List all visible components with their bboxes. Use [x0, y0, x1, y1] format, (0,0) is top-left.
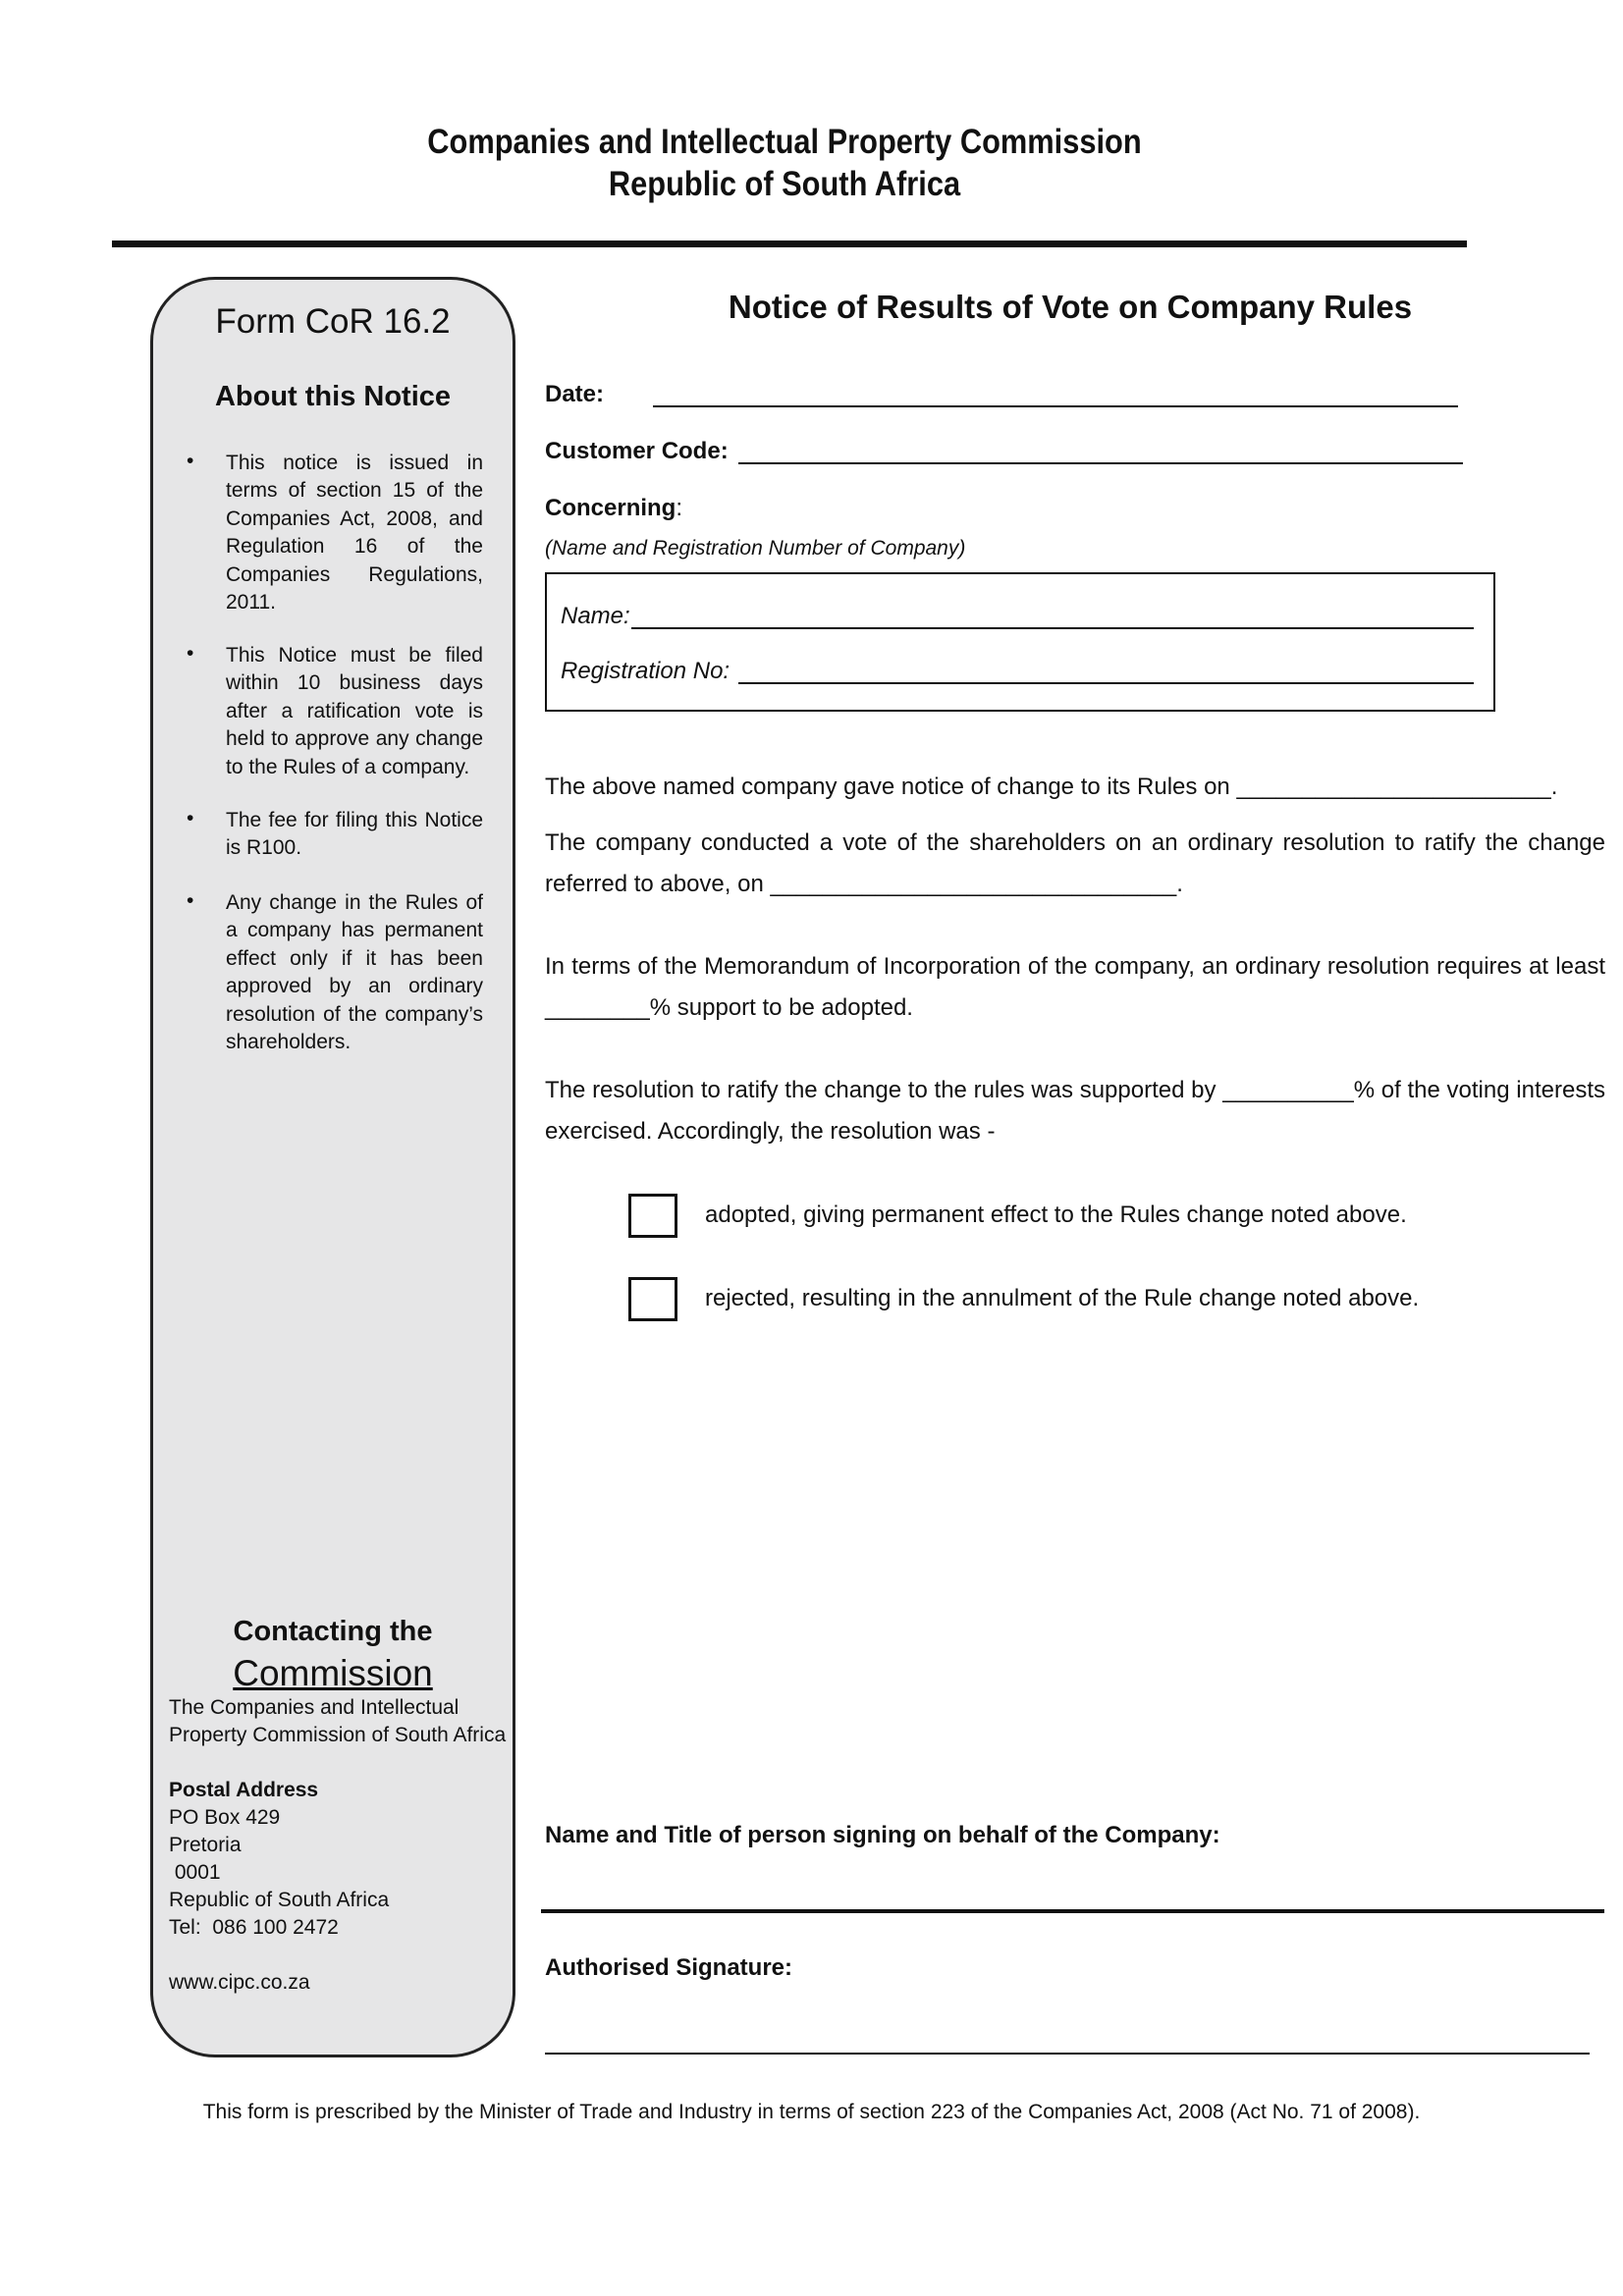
adopted-checkbox[interactable]: [628, 1194, 677, 1238]
concerning-colon: :: [676, 495, 683, 521]
postal-line: 0001: [169, 1861, 221, 1884]
notice-date-paragraph: The above named company gave notice of change to its Rules on ________________________.: [545, 774, 1558, 800]
contact-title-commission: Commission: [233, 1653, 433, 1693]
registration-number-label: Registration No:: [561, 658, 730, 684]
signer-name-title-label: Name and Title of person signing on behalf of the Company:: [545, 1822, 1220, 1848]
about-bullet-2: This Notice must be filed within 10 business days after a ratification vote is held to approve any change to the Rules of a company.: [226, 644, 483, 778]
customer-code-field[interactable]: [738, 462, 1463, 464]
required-support-paragraph: In terms of the Memorandum of Incorporation of the company, an ordinary resolution requires at least ________% support to be adopted.: [545, 953, 1605, 1021]
postal-line: Republic of South Africa: [169, 1889, 390, 1911]
bullet-dot: •: [187, 889, 194, 912]
form-title: Notice of Results of Vote on Company Rules: [728, 289, 1413, 325]
registration-number-field[interactable]: [738, 682, 1474, 684]
rejected-checkbox[interactable]: [628, 1277, 677, 1321]
rejected-option-label: rejected, resulting in the annulment of the Rule change noted above.: [705, 1285, 1420, 1311]
bullet-dot: •: [187, 642, 194, 665]
header-commission-name: Companies and Intellectual Property Commission: [427, 123, 1142, 161]
bullet-dot: •: [187, 807, 194, 829]
bullet-dot: •: [187, 450, 194, 472]
about-bullet-1: This notice is issued in terms of section 15 of the Companies Act, 2008, and Regulation 16 of the Companies Regulations, 2011.: [226, 452, 483, 614]
concerning-hint: (Name and Registration Number of Company): [545, 537, 966, 560]
form-id: Form CoR 16.2: [215, 302, 451, 341]
website-link[interactable]: www.cipc.co.za: [169, 1971, 310, 1994]
contact-details: [169, 1694, 522, 1997]
vote-date-paragraph: The company conducted a vote of the shareholders on an ordinary resolution to ratify the change referred to above, on _______________________________.: [545, 829, 1605, 897]
company-name-field[interactable]: [631, 627, 1474, 629]
telephone: Tel: 086 100 2472: [169, 1916, 339, 1939]
date-field[interactable]: [653, 405, 1458, 407]
company-details-box: [545, 572, 1495, 712]
concerning-label: Concerning: [545, 495, 676, 521]
postal-address-label: Postal Address: [169, 1779, 319, 1801]
postal-line: Pretoria: [169, 1834, 242, 1856]
header-country: Republic of South Africa: [608, 165, 961, 203]
vote-result-paragraph: The resolution to ratify the change to the rules was supported by __________% of the voting interests exercised. Accordingly, the resolution was -: [545, 1077, 1605, 1145]
contact-org-line: Property Commission of South Africa: [169, 1724, 507, 1746]
postal-line: PO Box 429: [169, 1806, 281, 1829]
authorised-signature-field[interactable]: [545, 2053, 1590, 2055]
contact-org-line: The Companies and Intellectual: [169, 1696, 460, 1719]
contact-title: Contacting the: [233, 1616, 433, 1647]
signer-name-title-field[interactable]: [541, 1909, 1604, 1913]
footer-legal-note: This form is prescribed by the Minister of Trade and Industry in terms of section 223 of the Companies Act, 2008 (Act No. 71 of 2008).: [202, 2101, 1421, 2123]
concerning-heading: [545, 495, 682, 522]
company-name-label: Name:: [561, 603, 630, 629]
about-title: About this Notice: [214, 381, 452, 412]
date-label: Date:: [545, 381, 605, 407]
adopted-option-label: adopted, giving permanent effect to the Rules change noted above.: [705, 1201, 1407, 1228]
about-bullet-3: The fee for filing this Notice is R100.: [226, 809, 483, 860]
customer-code-label: Customer Code:: [545, 438, 729, 464]
header-rule: [112, 240, 1467, 247]
authorised-signature-label: Authorised Signature:: [545, 1954, 793, 1981]
about-bullet-4: Any change in the Rules of a company has permanent effect only if it has been approved by an ordinary resolution of the company’s shareholders.: [226, 891, 483, 1054]
